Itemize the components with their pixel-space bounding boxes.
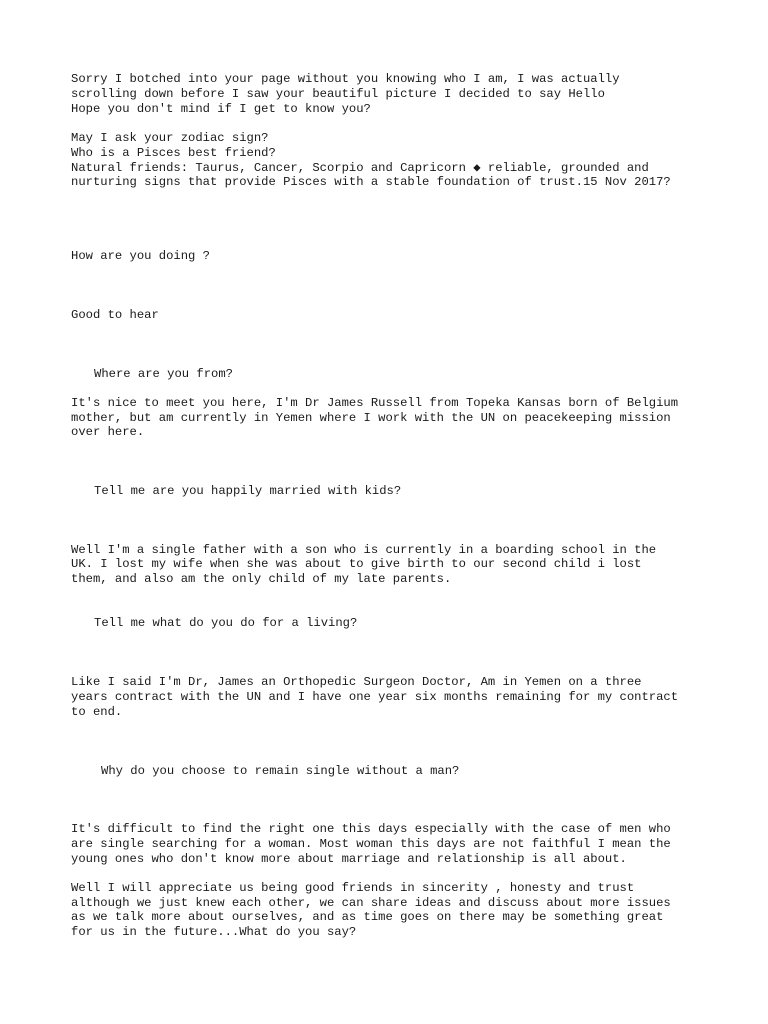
answer-single-line-3: young ones who don't know more about marriage and relationship is all about. bbox=[71, 852, 627, 866]
answer-living-line-1: Like I said I'm Dr, James an Orthopedic Surgeon Doctor, Am in Yemen on a three bbox=[71, 675, 642, 689]
answer-single-line-1: It's difficult to find the right one this days especially with the case of men who bbox=[71, 822, 671, 836]
answer-married-line-3: them, and also am the only child of my late parents. bbox=[71, 572, 452, 586]
question-living: Tell me what do you do for a living? bbox=[94, 616, 358, 630]
answer-married-line-1: Well I'm a single father with a son who is currently in a boarding school in the bbox=[71, 543, 657, 557]
closing-line-2: although we just knew each other, we can share ideas and discuss about more issues bbox=[71, 896, 671, 910]
zodiac-line-4: nurturing signs that provide Pisces with a stable foundation of trust.15 Nov 2017? bbox=[71, 175, 671, 189]
closing-line-4: for us in the future...What do you say? bbox=[71, 925, 357, 939]
answer-living-line-2: years contract with the UN and I have one year six months remaining for my contract bbox=[71, 690, 679, 704]
question-where-from: Where are you from? bbox=[94, 367, 233, 381]
answer-where-from-line-1: It's nice to meet you here, I'm Dr James Russell from Topeka Kansas born of Belgium bbox=[71, 396, 679, 410]
how-are-you: How are you doing ? bbox=[71, 249, 210, 263]
good-to-hear: Good to hear bbox=[71, 308, 159, 322]
answer-single-line-2: are single searching for a woman. Most woman this days are not faithful I mean the bbox=[71, 837, 671, 851]
intro-line-2: scrolling down before I saw your beautiful picture I decided to say Hello bbox=[71, 87, 605, 101]
answer-where-from-line-3: over here. bbox=[71, 425, 145, 439]
question-single: Why do you choose to remain single without a man? bbox=[101, 764, 460, 778]
intro-line-1: Sorry I botched into your page without you knowing who I am, I was actually bbox=[71, 72, 620, 86]
closing-line-3: as we talk more about ourselves, and as time goes on there may be something great bbox=[71, 910, 664, 924]
intro-line-3: Hope you don't mind if I get to know you? bbox=[71, 102, 371, 116]
answer-living-line-3: to end. bbox=[71, 705, 123, 719]
closing-line-1: Well I will appreciate us being good friends in sincerity , honesty and trust bbox=[71, 881, 635, 895]
question-married: Tell me are you happily married with kids? bbox=[94, 484, 402, 498]
answer-where-from-line-2: mother, but am currently in Yemen where I work with the UN on peacekeeping mission bbox=[71, 411, 671, 425]
answer-married-line-2: UK. I lost my wife when she was about to give birth to our second child i lost bbox=[71, 557, 642, 571]
zodiac-line-1: May I ask your zodiac sign? bbox=[71, 131, 269, 145]
zodiac-line-3: Natural friends: Taurus, Cancer, Scorpio and Capricorn ◆ reliable, grounded and bbox=[71, 161, 649, 175]
zodiac-line-2: Who is a Pisces best friend? bbox=[71, 146, 276, 160]
